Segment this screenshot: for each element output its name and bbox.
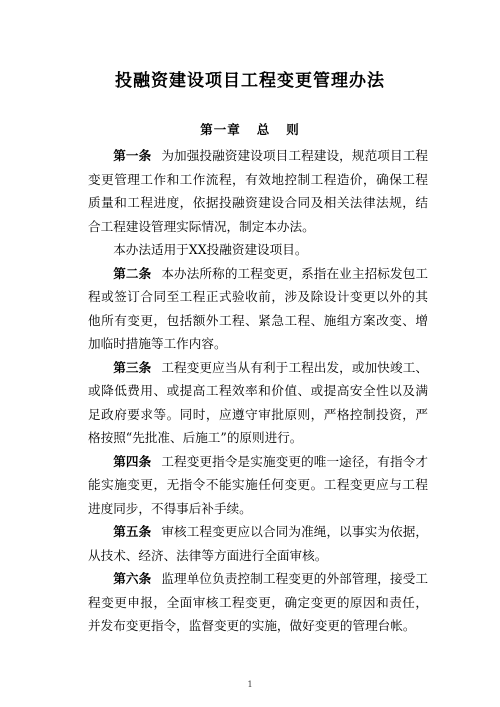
document-body [88, 144, 428, 638]
article-text: 为加强投融资建设项目工程建设，规范项目工程变更管理工作和工作流程，有效地控制工程造价，确保工程质量和工程进度，依据投融资建设合同及相关法律法规，结合工程建设管理实际情况，制定本办法。 [88, 148, 429, 234]
scope-paragraph [88, 238, 428, 262]
chapter-heading [0, 120, 500, 138]
article-paragraph [88, 450, 428, 521]
article-text: 本办法适用于XX投融资建设项目。 [113, 242, 308, 257]
article-label: 第六条 [113, 571, 152, 586]
chapter-number: 第一章 [200, 122, 241, 137]
article-text: 工程变更指令是实施变更的唯一途径，有指令才能实施变更，无指令不能实施任何变更。工程变更应与工程进度同步，不得事后补手续。 [88, 453, 429, 516]
article-label: 第四条 [113, 453, 152, 469]
page-number: 1 [247, 680, 253, 689]
article-text: 监理单位负责控制工程变更的外部管理，接受工程变更申报，全面审核工程变更，确定变更的原因和责任，并发布变更指令，监督变更的实施，做好变更的管理台帐。 [88, 571, 429, 633]
chapter-name: 总 [256, 122, 271, 137]
article-paragraph [88, 144, 428, 238]
chapter-name-2: 则 [286, 122, 300, 137]
article-label: 第三条 [113, 359, 152, 375]
article-text: 本办法所称的工程变更，系指在业主招标发包工程或签订合同至工程正式验收前，涉及除设计变更以外的其他所有变更，包括额外工程、紧急工程、施组方案改变、增加临时措施等工作内容。 [88, 265, 429, 351]
article-label: 第五条 [113, 524, 152, 539]
article-text: 工程变更应当从有利于工程出发，或加快竣工、或降低费用、或提高工程效率和价值、或提高安全性以及满足政府要求等。同时，应遵守审批原则，严格控制投资，严格按照“先批准、后施工”的原则进行。 [88, 359, 429, 445]
article-paragraph [88, 356, 428, 450]
article-label: 第一条 [113, 148, 152, 163]
article-paragraph [88, 567, 428, 638]
article-label: 第二条 [113, 265, 152, 281]
article-text: 审核工程变更应以合同为准绳，以事实为依据，从技术、经济、法律等方面进行全面审核。 [88, 524, 429, 563]
document-title: 投融资建设项目工程变更管理办法 [115, 71, 385, 91]
article-paragraph [88, 262, 428, 356]
article-paragraph [88, 520, 428, 567]
